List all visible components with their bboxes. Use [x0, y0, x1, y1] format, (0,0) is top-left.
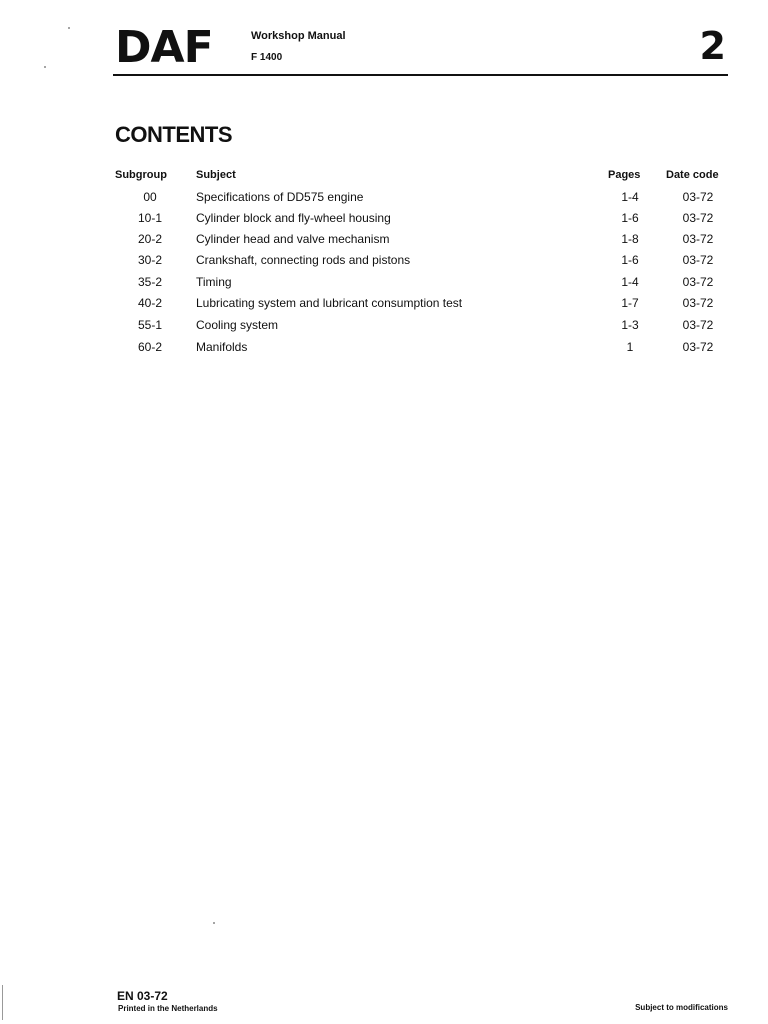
- table-row: [0, 211, 768, 231]
- daf-logo: DAF: [115, 22, 213, 73]
- subgroup-code: 00: [143, 190, 157, 204]
- scan-edge: [2, 985, 3, 1020]
- date-code-value: 03-72: [682, 296, 714, 310]
- contents-table-header: [0, 169, 768, 189]
- table-row: [0, 253, 768, 273]
- date-code-value: 03-72: [682, 211, 714, 225]
- date-code-value: 03-72: [682, 318, 714, 332]
- subject-text: Timing: [196, 275, 232, 289]
- subgroup-code: 20-2: [137, 232, 163, 246]
- printed-in-note: Printed in the Netherlands: [118, 1004, 218, 1013]
- manual-title: Workshop Manual: [251, 30, 346, 42]
- subject-column-header: Subject: [196, 169, 236, 181]
- subject-text: Specifications of DD575 engine: [196, 190, 364, 204]
- subgroup-column-header: Subgroup: [115, 169, 167, 181]
- table-row: [0, 275, 768, 295]
- subject-text: Crankshaft, connecting rods and pistons: [196, 253, 411, 267]
- table-row: [0, 340, 768, 360]
- page-title: CONTENTS: [115, 122, 232, 147]
- subgroup-code: 55-1: [137, 318, 163, 332]
- subject-text: Manifolds: [196, 340, 248, 354]
- header-divider: [113, 74, 728, 76]
- subject-text: Cylinder block and fly-wheel housing: [196, 211, 391, 225]
- pages-value: 1-3: [621, 318, 639, 332]
- pages-value: 1-4: [621, 275, 639, 289]
- pages-value: 1-8: [621, 232, 639, 246]
- subgroup-code: 10-1: [137, 211, 163, 225]
- date-code-value: 03-72: [682, 340, 714, 354]
- subject-text: Lubricating system and lubricant consumption test: [196, 296, 463, 310]
- subgroup-code: 30-2: [137, 253, 163, 267]
- manual-model: F 1400: [251, 52, 283, 63]
- table-row: [0, 190, 768, 210]
- date-code-column-header: Date code: [666, 169, 719, 181]
- subject-text: Cooling system: [196, 318, 279, 332]
- subgroup-code: 60-2: [137, 340, 163, 354]
- modifications-note: Subject to modifications: [635, 1003, 728, 1012]
- section-number: 2: [699, 24, 726, 68]
- subgroup-code: 40-2: [137, 296, 163, 310]
- pages-value: 1-4: [621, 190, 639, 204]
- date-code-value: 03-72: [682, 275, 714, 289]
- scan-speck: [68, 27, 70, 29]
- pages-value: 1-6: [621, 211, 639, 225]
- table-row: [0, 318, 768, 338]
- edition-code: EN 03-72: [117, 989, 168, 1003]
- pages-column-header: Pages: [608, 169, 641, 181]
- date-code-value: 03-72: [682, 253, 714, 267]
- subject-text: Cylinder head and valve mechanism: [196, 232, 390, 246]
- scan-speck: [44, 66, 46, 68]
- scan-speck: [213, 922, 215, 924]
- table-row: [0, 232, 768, 252]
- pages-value: 1-7: [621, 296, 639, 310]
- pages-value: 1-6: [621, 253, 639, 267]
- pages-value: 1: [626, 340, 634, 354]
- subgroup-code: 35-2: [137, 275, 163, 289]
- date-code-value: 03-72: [682, 190, 714, 204]
- table-row: [0, 296, 768, 316]
- date-code-value: 03-72: [682, 232, 714, 246]
